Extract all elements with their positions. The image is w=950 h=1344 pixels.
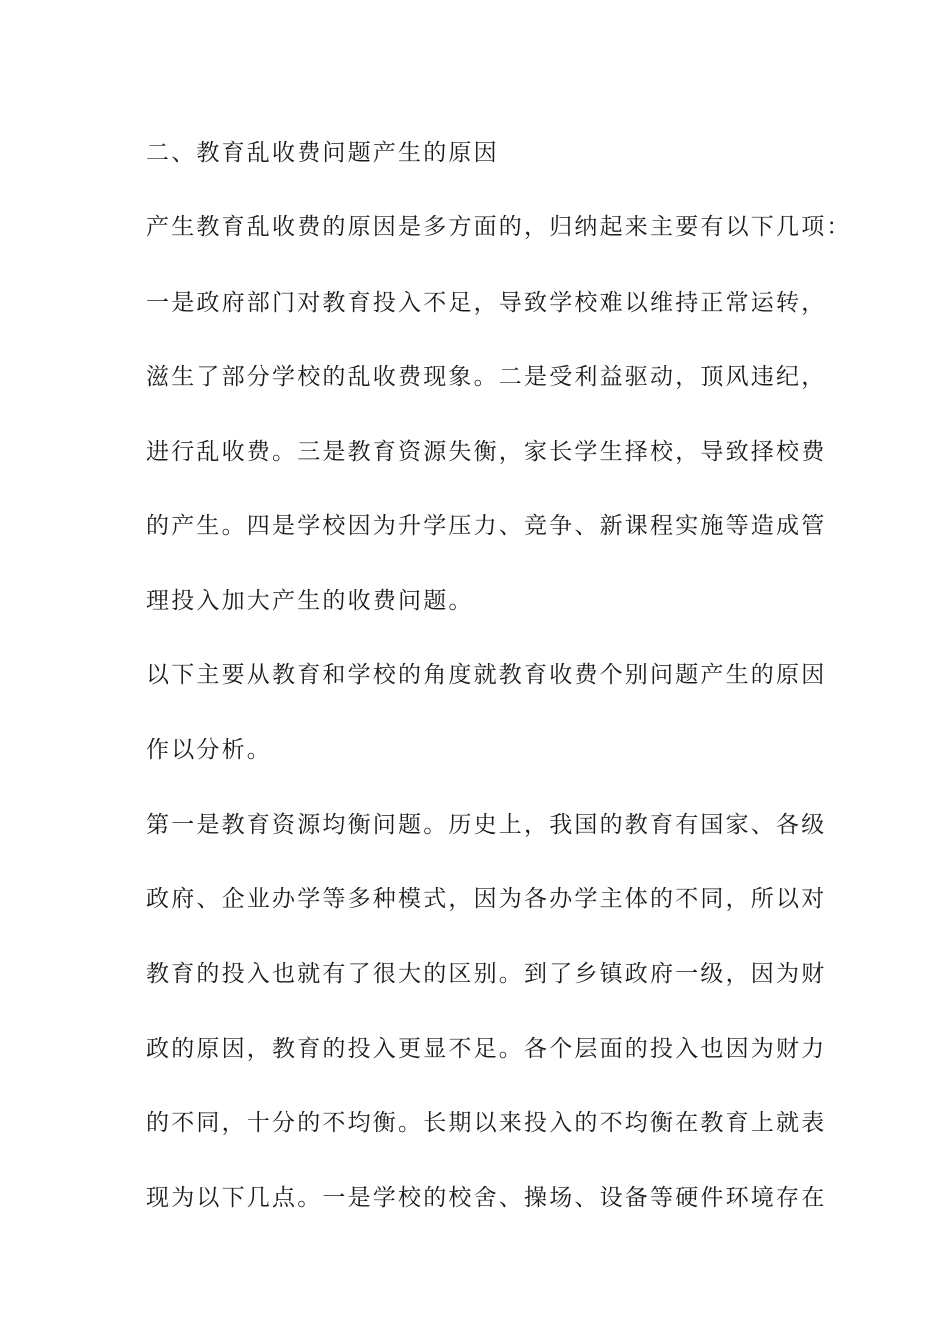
body-text-line: 教育的投入也就有了很大的区别。到了乡镇政府一级，因为财: [146, 961, 827, 987]
body-text-line: 产生教育乱收费的原因是多方面的，归纳起来主要有以下几项：: [146, 214, 852, 240]
body-text-line: 作以分析。: [146, 737, 272, 763]
body-text-line: 的不同，十分的不均衡。长期以来投入的不均衡在教育上就表: [146, 1110, 827, 1136]
body-text-line: 以下主要从教育和学校的角度就教育收费个别问题产生的原因: [146, 662, 827, 688]
body-text-line: 理投入加大产生的收费问题。: [146, 588, 474, 614]
body-text-line: 一是政府部门对教育投入不足，导致学校难以维持正常运转，: [146, 290, 827, 316]
body-text-line: 的产生。四是学校因为升学压力、竞争、新课程实施等造成管: [146, 513, 827, 539]
body-text-line: 政府、企业办学等多种模式，因为各办学主体的不同，所以对: [146, 886, 827, 912]
body-text-line: 现为以下几点。一是学校的校舍、操场、设备等硬件环境存在: [146, 1185, 827, 1211]
body-text-line: 政的原因，教育的投入更显不足。各个层面的投入也因为财力: [146, 1036, 827, 1062]
body-text-line: 进行乱收费。三是教育资源失衡，家长学生择校，导致择校费: [146, 439, 827, 465]
body-text-line: 第一是教育资源均衡问题。历史上，我国的教育有国家、各级: [146, 812, 827, 838]
body-text-line: 滋生了部分学校的乱收费现象。二是受利益驱动，顶风违纪，: [146, 364, 827, 390]
section-heading: 二、教育乱收费问题产生的原因: [146, 140, 499, 166]
